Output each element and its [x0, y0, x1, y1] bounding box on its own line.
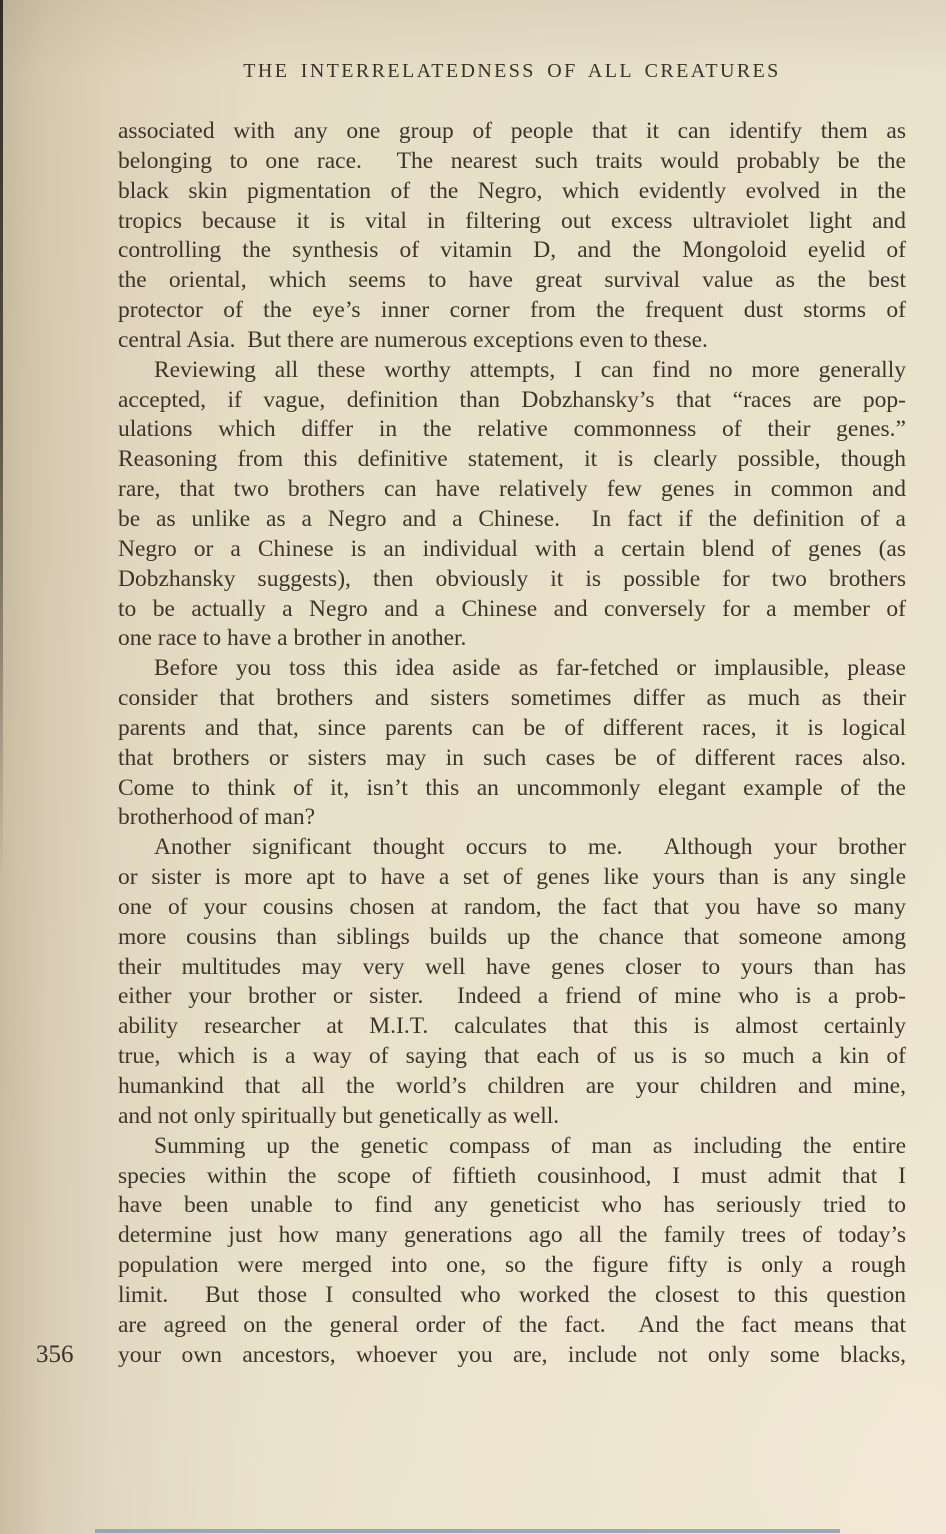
- text-line: either your brother or sister. Indeed a friend of mine who is a prob-: [118, 983, 906, 1010]
- text-line: or sister is more apt to have a set of genes like yours than is any single: [118, 864, 906, 891]
- text-line: more cousins than siblings builds up the chance that someone among: [118, 923, 906, 950]
- text-line: one of your cousins chosen at random, the fact that you have so many: [118, 893, 906, 920]
- text-line: Reviewing all these worthy attempts, I can find no more generally: [154, 356, 906, 383]
- text-line: rare, that two brothers can have relatively few genes in common and: [118, 476, 906, 503]
- text-line: limit. But those I consulted who worked the closest to this question: [118, 1281, 906, 1308]
- text-line: Before you toss this idea aside as far-fetched or implausible, please: [154, 655, 906, 682]
- text-line: humankind that all the world’s children are your children and mine,: [118, 1073, 906, 1099]
- text-line: consider that brothers and sisters sometimes differ as much as their: [118, 685, 906, 712]
- page-number: 356: [36, 1341, 74, 1368]
- text-line: be as unlike as a Negro and a Chinese. In fact if the definition of a: [118, 505, 906, 532]
- text-line: your own ancestors, whoever you are, include not only some blacks,: [118, 1341, 906, 1368]
- text-line: Summing up the genetic compass of man as including the entire: [154, 1132, 906, 1159]
- text-line: black skin pigmentation of the Negro, which evidently evolved in the: [118, 177, 906, 204]
- text-line: population were merged into one, so the figure fifty is only a rough: [118, 1252, 906, 1279]
- text-line: to be actually a Negro and a Chinese and conversely for a member of: [118, 595, 906, 622]
- text-line: the oriental, which seems to have great survival value as the best: [118, 267, 906, 294]
- text-line: parents and that, since parents can be of different races, it is logical: [118, 714, 906, 741]
- text-line: Come to think of it, isn’t this an uncommonly elegant example of the: [118, 774, 906, 801]
- text-line: ulations which differ in the relative commonness of their genes.”: [118, 416, 906, 443]
- text-line: belonging to one race. The nearest such traits would probably be the: [118, 147, 906, 174]
- text-line: determine just how many generations ago all the family trees of today’s: [118, 1222, 906, 1249]
- text-line: one race to have a brother in another.: [118, 625, 467, 652]
- text-line: have been unable to find any geneticist who has seriously tried to: [118, 1192, 906, 1219]
- text-line: central Asia. But there are numerous exceptions even to these.: [118, 326, 708, 353]
- text-line: Dobzhansky suggests), then obviously it is possible for two brothers: [118, 565, 906, 592]
- text-line: Negro or a Chinese is an individual with a certain blend of genes (as: [118, 535, 906, 562]
- text-line: protector of the eye’s inner corner from the frequent dust storms of: [118, 297, 906, 324]
- text-line: Reasoning from this definitive statement, it is clearly possible, though: [118, 446, 906, 473]
- text-line: controlling the synthesis of vitamin D, and the Mongoloid eyelid of: [118, 237, 906, 264]
- bottom-edge-line: [95, 1529, 840, 1533]
- text-line: and not only spiritually but genetically as well.: [118, 1102, 560, 1129]
- page-left-edge-shadow: [0, 0, 3, 880]
- text-line: their multitudes may very well have genes closer to yours than has: [118, 953, 906, 980]
- text-line: accepted, if vague, definition than Dobzhansky’s that “races are pop-: [118, 386, 906, 413]
- text-line: true, which is a way of saying that each of us is so much a kin of: [118, 1043, 906, 1070]
- text-line: that brothers or sisters may in such cases be of different races also.: [118, 744, 906, 771]
- body-text: [118, 117, 906, 1370]
- text-line: brotherhood of man?: [118, 804, 316, 831]
- text-line: species within the scope of fiftieth cousinhood, I must admit that I: [118, 1162, 906, 1189]
- text-line: associated with any one group of people that it can identify them as: [118, 118, 906, 144]
- text-line: ability researcher at M.I.T. calculates that this is almost certainly: [118, 1013, 906, 1040]
- text-line: are agreed on the general order of the fact. And the fact means that: [118, 1311, 906, 1338]
- text-line: tropics because it is vital in filtering out excess ultraviolet light and: [118, 207, 906, 234]
- text-line: Another significant thought occurs to me. Although your brother: [154, 834, 906, 861]
- running-header: THE INTERRELATEDNESS OF ALL CREATURES: [243, 60, 781, 82]
